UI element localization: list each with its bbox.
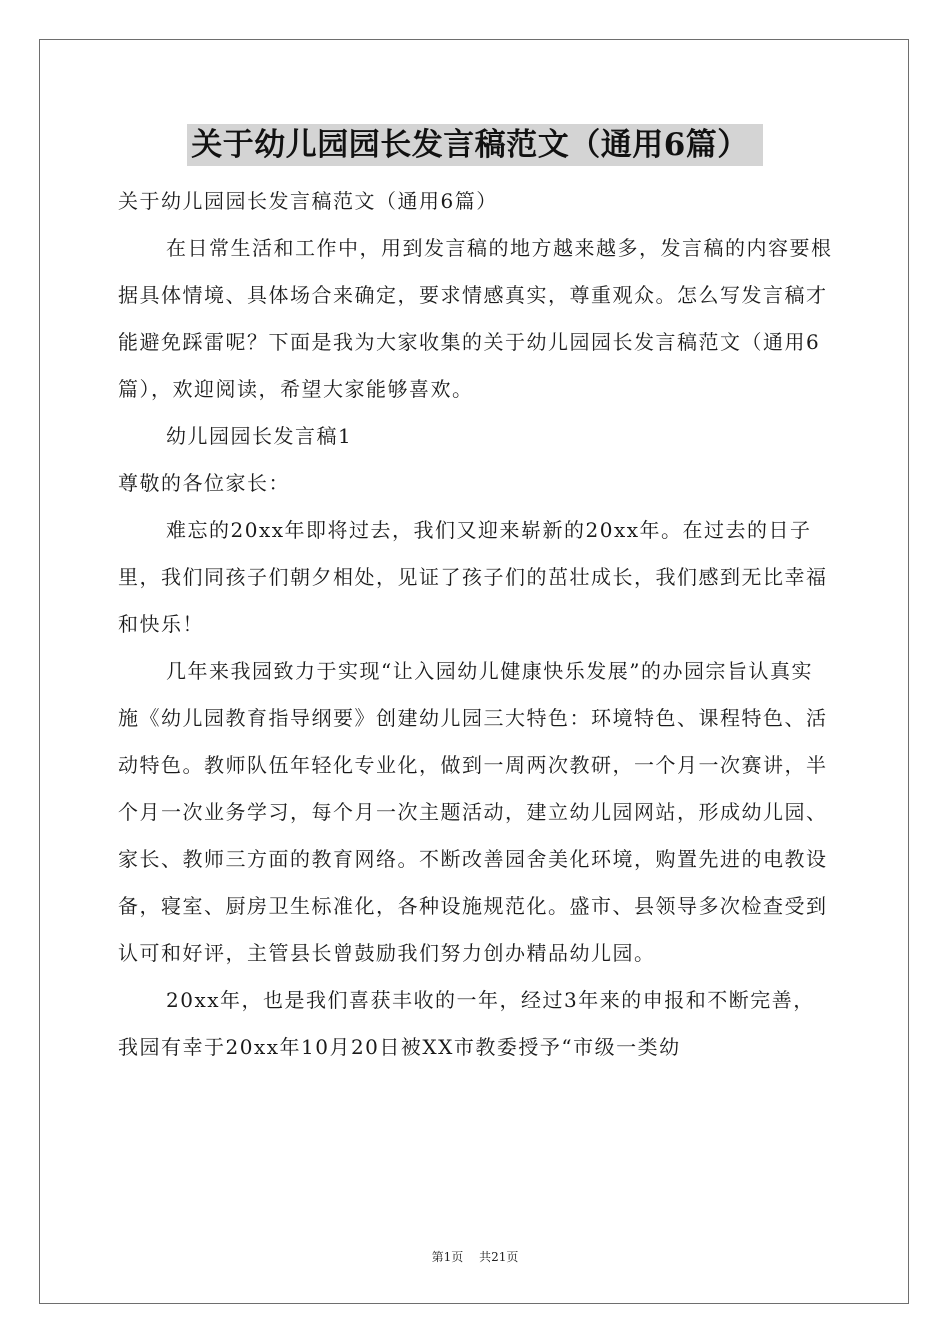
title-container [0, 124, 950, 166]
paragraph: 难忘的20xx年即将过去，我们又迎来崭新的20xx年。在过去的日子里，我们同孩子们朝夕相处，见证了孩子们的茁壮成长，我们感到无比幸福和快乐！ [118, 518, 828, 636]
section-heading: 幼儿园园长发言稿1 [166, 424, 353, 448]
subtitle-line: 关于幼儿园园长发言稿范文（通用6篇） [118, 189, 498, 213]
paragraph: 20xx年，也是我们喜获丰收的一年，经过3年来的申报和不断完善，我园有幸于20xx年10月20日被XX市教委授予“市级一类幼 [118, 988, 815, 1059]
page-number: 第1页 [431, 1250, 464, 1264]
page-footer [0, 1248, 950, 1265]
document-body [118, 178, 834, 1071]
paragraph: 几年来我园致力于实现“让入园幼儿健康快乐发展”的办园宗旨认真实施《幼儿园教育指导纲要》创建幼儿园三大特色：环境特色、课程特色、活动特色。教师队伍年轻化专业化，做到一周两次教研，一个月一次赛讲，半个月一次业务学习，每个月一次主题活动，建立幼儿园网站，形成幼儿园、家长、教师三方面的教育网络。不断改善园舍美化环境，购置先进的电教设备，寝室、厨房卫生标准化，各种设施规范化。盛市、县领导多次检查受到认可和好评，主管县长曾鼓励我们努力创办精品幼儿园。 [118, 659, 828, 965]
page-total: 共21页 [479, 1250, 519, 1264]
document-title: 关于幼儿园园长发言稿范文（通用6篇） [187, 124, 763, 166]
paragraph-intro: 在日常生活和工作中，用到发言稿的地方越来越多，发言稿的内容要根据具体情境、具体场合来确定，要求情感真实，尊重观众。怎么写发言稿才能避免踩雷呢？下面是我为大家收集的关于幼儿园园长发言稿范文（通用6篇），欢迎阅读，希望大家能够喜欢。 [118, 236, 833, 401]
salutation: 尊敬的各位家长： [118, 471, 290, 495]
